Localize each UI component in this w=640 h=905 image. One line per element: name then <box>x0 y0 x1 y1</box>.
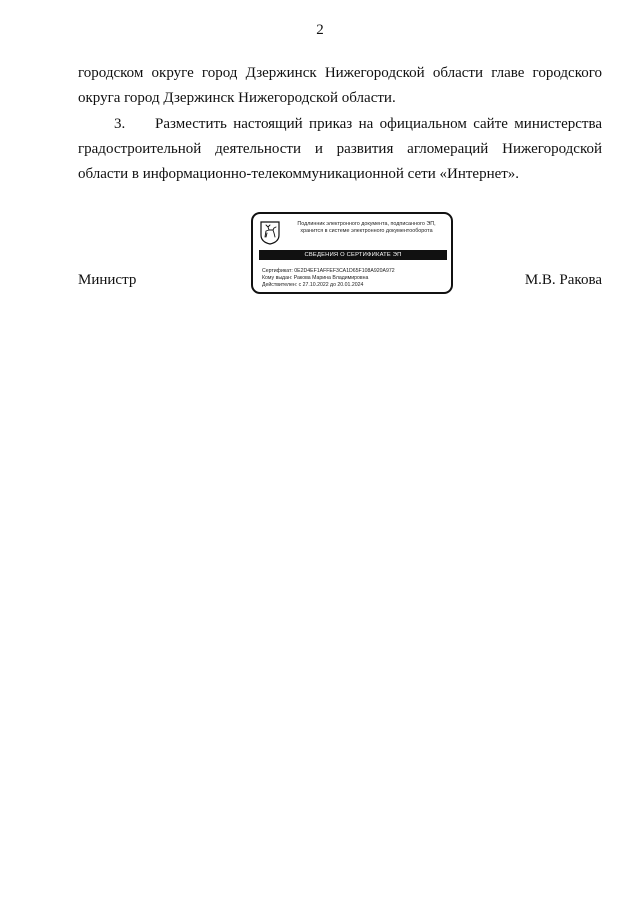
deer-emblem-icon <box>260 221 280 245</box>
stamp-note-line-2: хранится в системе электронного документооборота <box>300 228 433 234</box>
stamp-note <box>284 221 449 235</box>
item-3-line-1: Разместить настоящий приказ на официальном сайте министерства <box>155 116 602 132</box>
item-3-number: 3. <box>114 116 126 132</box>
stamp-validity: Действителен: с 27.10.2022 до 20.01.2024 <box>262 282 364 288</box>
stamp-certificate: Сертификат: 0E2D4EF1AFFEF3CA1D65F108A920A972 <box>262 268 395 274</box>
item-3-line-2: градостроительной деятельности и развития агломераций Нижегородской <box>78 141 602 157</box>
stamp-issued-to: Кому выдан: Ракова Марина Владимировна <box>262 275 369 281</box>
paragraph-tail-line-2: округа город Дзержинск Нижегородской области. <box>78 90 396 106</box>
signatory-name: М.В. Ракова <box>524 272 602 288</box>
electronic-signature-stamp <box>251 212 453 294</box>
signatory-position: Министр <box>78 272 137 288</box>
paragraph-tail-line-1: городском округе город Дзержинск Нижегородской области главе городского <box>78 65 602 81</box>
item-3-line-3: области в информационно-телекоммуникационной сети «Интернет». <box>78 166 520 182</box>
stamp-note-line-1: Подлинник электронного документа, подписанного ЭП, <box>297 221 436 227</box>
stamp-header: СВЕДЕНИЯ О СЕРТИФИКАТЕ ЭП <box>259 250 447 260</box>
page-number: 2 <box>316 22 324 38</box>
